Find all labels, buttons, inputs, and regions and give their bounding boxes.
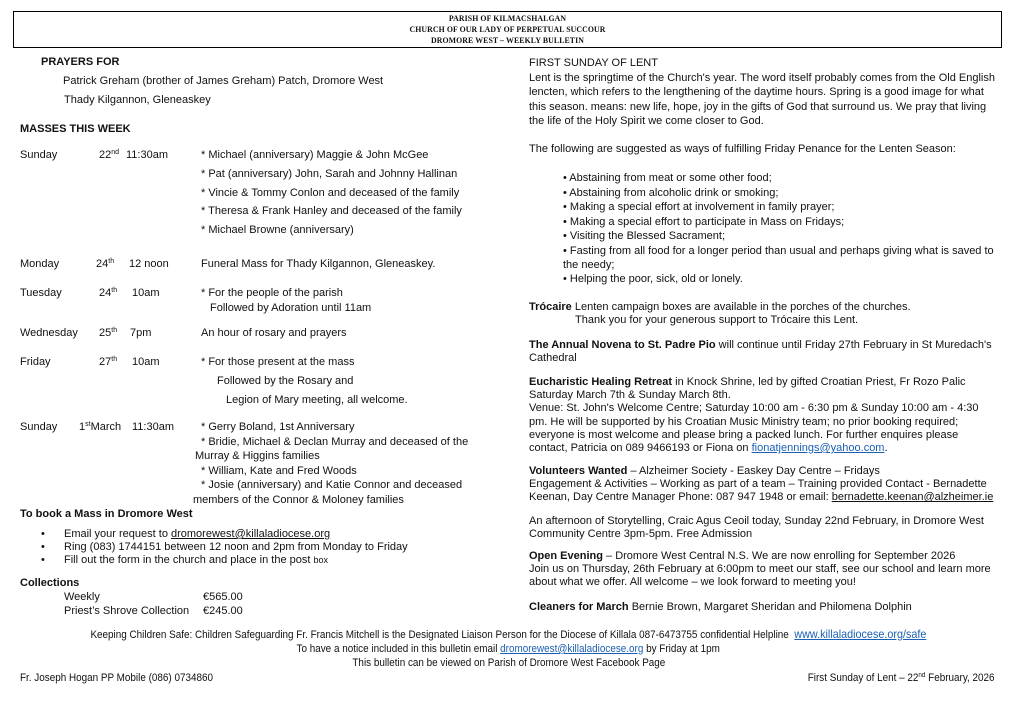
mass-intention: * Michael Browne (anniversary) xyxy=(201,224,354,236)
notice-cleaners: Cleaners for March Bernie Brown, Margaret Sheridan and Philomena Dolphin xyxy=(529,601,912,613)
bulletin-header xyxy=(13,11,1002,48)
mass-intention: members of the Connor & Moloney families xyxy=(193,494,404,506)
mass-intention: An hour of rosary and prayers xyxy=(201,327,347,339)
mass-intention: * Vincie & Tommy Conlon and deceased of the family xyxy=(201,187,460,199)
mass-intention: Followed by the Rosary and xyxy=(217,375,354,387)
notice-email-link[interactable]: dromorewest@killaladiocese.org xyxy=(500,643,644,655)
mass-intention: * Gerry Boland, 1st Anniversary xyxy=(201,421,355,433)
booking-item-form: • Fill out the form in the church and place in the post box xyxy=(20,554,408,567)
collection-label: Priest’s Shrove Collection xyxy=(64,605,190,617)
mass-day: Sunday xyxy=(20,149,58,161)
mass-time: 11:30am xyxy=(126,149,168,161)
mass-day: Friday xyxy=(20,356,51,368)
volunteers-email-link[interactable]: bernadette.keenan@alzheimer.ie xyxy=(831,491,994,504)
booking-email-link[interactable]: dromorewest@killaladiocese.org xyxy=(171,528,331,540)
mass-day: Tuesday xyxy=(20,287,62,299)
booking-item-email: • Email your request to dromorewest@killaladiocese.org xyxy=(20,528,408,541)
notice-storytelling: An afternoon of Storytelling, Craic Agus Ceoil today, Sunday 22nd February, in Dromore West Community Centre 3pm-5pm. Free Admission xyxy=(529,515,984,541)
notice-retreat: Eucharistic Healing Retreat in Knock Shrine, led by gifted Croatian Priest, Fr Rozo Palic Saturday March 7th & Sunday March 8th. Venue: St. John's Welcome Centre; Saturday 10:00 am - 6:30 pm & Sunday 10:00 am - 4:30 pm. He will be supported by his Croatian Music Ministry team; no prior booking required; everyone is most welcome and please bring a packed lunch. For further enquires please contact, Patricia on 089 9466193 or Fiona on fionatjennings@yahoo.com. xyxy=(529,376,979,455)
prayers-title: PRAYERS FOR xyxy=(41,56,120,68)
footer-notice: To have a notice included in this bulletin email dromorewest@killaladiocese.org by Friday at 1pm xyxy=(296,643,721,655)
penance-item: • Helping the poor, sick, old or lonely. xyxy=(563,272,743,285)
mass-intention: * Pat (anniversary) John, Sarah and Johnny Hallinan xyxy=(201,168,458,180)
notice-trocaire: Trócaire Lenten campaign boxes are available in the porches of the churches. Thank you for your generous support to Trócaire this Lent. xyxy=(529,301,911,327)
mass-day: Wednesday xyxy=(20,327,78,339)
booking-title: To book a Mass in Dromore West xyxy=(20,508,193,520)
mass-date: 25th xyxy=(99,327,118,339)
mass-time: 11:30am xyxy=(132,421,174,433)
lent-body: Lent is the springtime of the Church's year. The word itself probably comes from the Old English lencten, which refers to the lengthening of the daytime hours. Spring is a good image for what this season. means: new life, hope, joy in the gifts of God that surround us. We pray that living the life of the Holy Spirit we come closer to God. xyxy=(529,71,995,127)
lent-title: FIRST SUNDAY OF LENT xyxy=(529,57,658,69)
penance-intro: The following are suggested as ways of fulfilling Friday Penance for the Lenten Season: xyxy=(529,143,956,155)
mass-intention: * For the people of the parish xyxy=(201,287,343,299)
mass-intention: Legion of Mary meeting, all welcome. xyxy=(226,394,408,406)
booking-item-phone: • Ring (083) 1744151 between 12 noon and 2pm from Monday to Friday xyxy=(20,541,408,554)
mass-time: 10am xyxy=(132,356,160,368)
mass-date: 27th xyxy=(99,356,118,368)
collection-label: Weekly xyxy=(64,591,100,603)
mass-intention: Followed by Adoration until 11am xyxy=(210,302,372,314)
booking-list xyxy=(20,528,408,566)
bulletin-title: DROMORE WEST – WEEKLY BULLETIN xyxy=(431,35,584,45)
mass-intention: Murray & Higgins families xyxy=(195,450,320,462)
collection-amount: €565.00 xyxy=(203,591,243,603)
mass-date: 22nd xyxy=(99,149,120,161)
footer-date: First Sunday of Lent – 22nd February, 2026 xyxy=(808,672,995,684)
penance-item: • Making a special effort at involvement in family prayer; xyxy=(563,201,835,214)
parish-name: PARISH OF KILMACSHALGAN xyxy=(448,13,567,23)
penance-item: • Abstaining from meat or some other food; xyxy=(563,172,772,184)
masses-title: MASSES THIS WEEK xyxy=(20,123,131,135)
mass-intention: * Bridie, Michael & Declan Murray and deceased of the xyxy=(201,436,469,448)
notice-volunteers: Volunteers Wanted – Alzheimer Society - Easkey Day Centre – Fridays Engagement & Activities – Working as part of a team – Training provided Contact - Bernadette Keenan, Day Centre Manager Phone: 087 947 1948 or email: bernadette.keenan@alzheimer.ie xyxy=(529,465,994,504)
retreat-email-link[interactable]: fionatjennings@yahoo.com xyxy=(751,442,885,455)
footer-safeguarding: Keeping Children Safe: Children Safeguarding Fr. Francis Mitchell is the Designated Liaison Person for the Diocese of Killala 087-6473755 confidential Helpline www.killaladiocese.org/safe xyxy=(90,627,927,641)
mass-day: Sunday xyxy=(20,421,58,433)
notice-open-evening: Open Evening – Dromore West Central N.S. We are now enrolling for September 2026 Join us on Thursday, 26th February at 6:00pm to meet our staff, see our school and learn more about what we offer. All welcome – we look forward to meeting you! xyxy=(529,550,991,589)
prayer-item: Patrick Greham (brother of James Greham) Patch, Dromore West xyxy=(63,75,384,87)
mass-intention: * For those present at the mass xyxy=(201,356,355,368)
mass-time: 12 noon xyxy=(129,258,169,270)
mass-intention: * William, Kate and Fred Woods xyxy=(201,465,357,477)
penance-list xyxy=(563,171,998,287)
mass-date: 24th xyxy=(96,258,115,270)
prayer-item: Thady Kilgannon, Gleneaskey xyxy=(64,94,211,106)
collection-amount: €245.00 xyxy=(203,605,243,617)
penance-item: • Abstaining from alcoholic drink or smoking; xyxy=(563,186,779,199)
mass-day: Monday xyxy=(20,258,60,270)
collections-title: Collections xyxy=(20,577,80,589)
mass-intention: * Theresa & Frank Hanley and deceased of the family xyxy=(201,205,462,217)
penance-item: • Fasting from all food for a longer period than usual and perhaps giving what is saved to the needy; xyxy=(563,244,994,271)
penance-item: • Visiting the Blessed Sacrament; xyxy=(563,230,726,243)
mass-intention: * Michael (anniversary) Maggie & John McGee xyxy=(201,149,429,161)
safeguarding-link[interactable]: www.killaladiocese.org/safe xyxy=(794,627,927,641)
church-name: CHURCH OF OUR LADY OF PERPETUAL SUCCOUR xyxy=(409,24,606,34)
mass-intention: Funeral Mass for Thady Kilgannon, Gleneaskey. xyxy=(201,258,436,270)
lent-section xyxy=(529,56,1004,129)
footer-facebook: This bulletin can be viewed on Parish of Dromore West Facebook Page xyxy=(352,657,665,669)
penance-item: • Making a special effort to participate in Mass on Fridays; xyxy=(563,215,845,228)
footer-priest: Fr. Joseph Hogan PP Mobile (086) 0734860 xyxy=(20,672,213,684)
mass-date: 24th xyxy=(99,287,118,299)
mass-time: 7pm xyxy=(130,327,152,339)
notice-novena: The Annual Novena to St. Padre Pio will continue until Friday 27th February in St Muredach's Cathedral xyxy=(529,339,992,365)
mass-intention: * Josie (anniversary) and Katie Connor and deceased xyxy=(201,479,463,491)
mass-time: 10am xyxy=(132,287,160,299)
mass-date: 1stMarch xyxy=(79,421,122,433)
